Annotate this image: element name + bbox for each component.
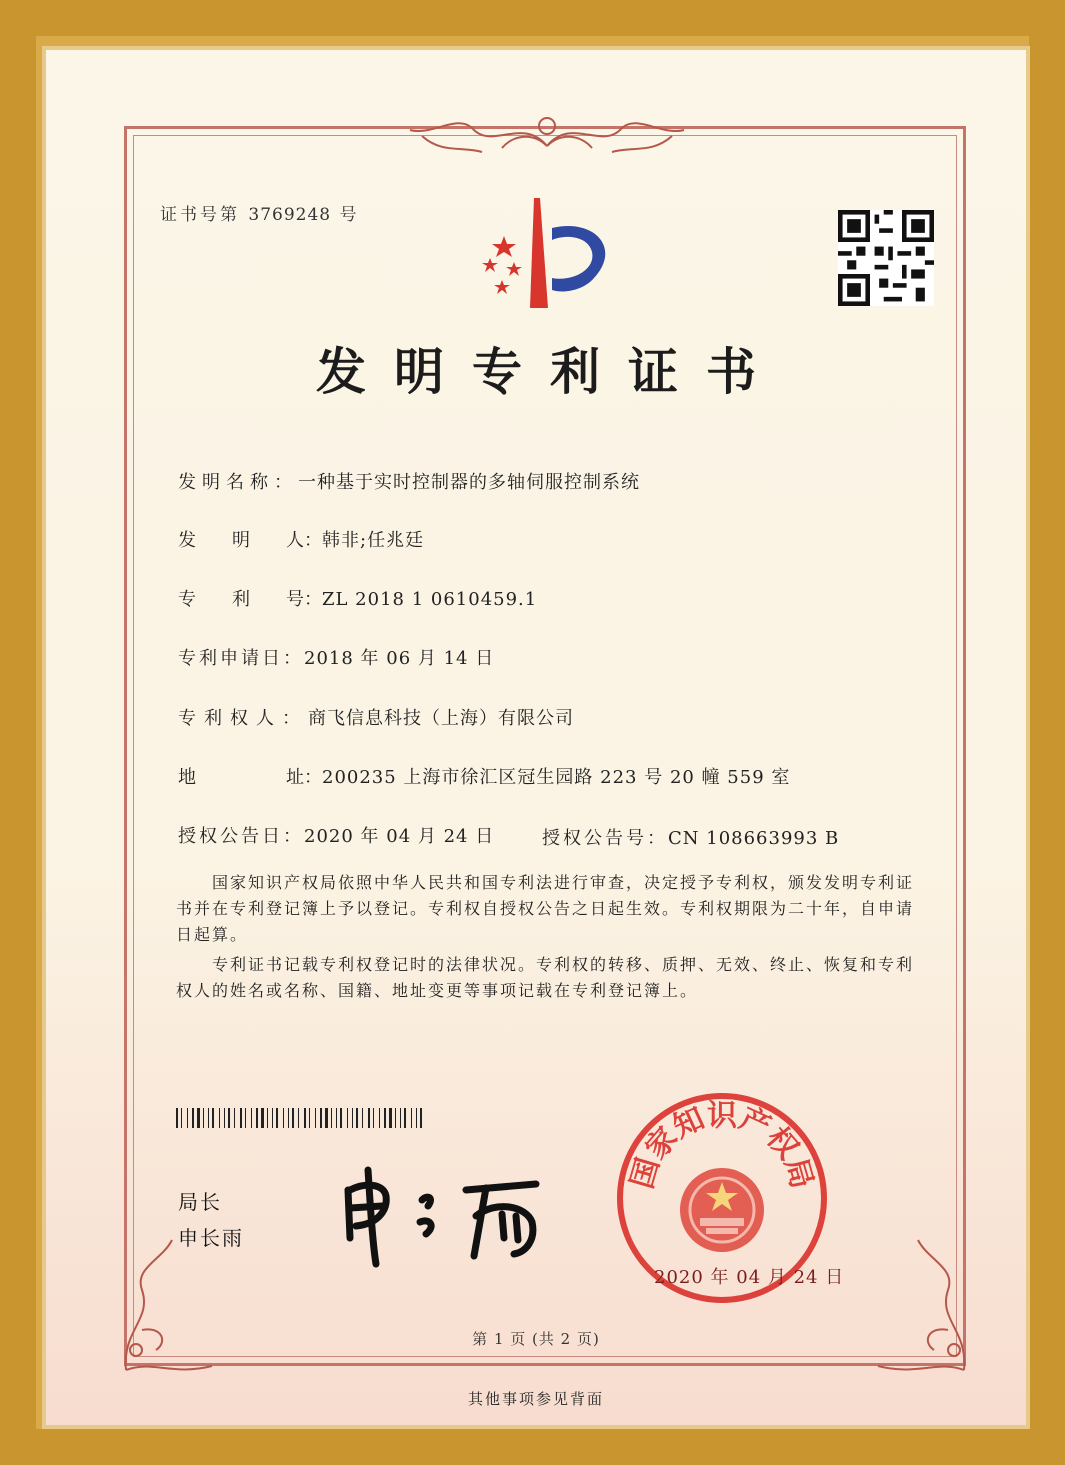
field-inventor (178, 526, 424, 552)
field-value: 200235 上海市徐汇区冠生园路 223 号 20 幢 559 室 (322, 767, 791, 788)
field-value: 韩非;任兆廷 (322, 530, 425, 551)
barcode-icon (176, 1108, 426, 1128)
page-indicator: 第 1 页 (共 2 页) (472, 1330, 600, 1348)
field-announcement-number (542, 824, 839, 850)
bottom-left-ornament-icon (112, 1230, 232, 1380)
field-value: CN 108663993 B (668, 828, 840, 849)
director-name: 申长雨 (178, 1226, 244, 1250)
seal-date: 2020 年 04 月 24 日 (654, 1267, 845, 1288)
field-label: 专利申请日： (178, 648, 304, 669)
certificate-title: 发明专利证书 (316, 342, 784, 401)
field-value: 商飞信息科技（上海）有限公司 (308, 708, 574, 729)
back-note: 其他事项参见背面 (467, 1390, 604, 1408)
field-label: 专利权人： (178, 708, 308, 729)
national-emblem-icon (680, 1168, 764, 1252)
patent-office-logo-icon (474, 198, 624, 310)
field-address (178, 763, 790, 789)
field-label: 授权公告号： (542, 828, 668, 849)
field-label: 专 利 号： (178, 589, 322, 610)
field-label: 授权公告日： (178, 826, 304, 847)
director-title: 局长 (178, 1190, 222, 1214)
qr-code-icon (838, 210, 934, 306)
statement-paragraph-1: 国家知识产权局依照中华人民共和国专利法进行审查，决定授予专利权，颁发发明专利证书并在专利登记簿上予以登记。专利权自授权公告之日起生效。专利权期限为二十年，自申请日起算。 (176, 873, 915, 944)
field-invention-name (178, 468, 640, 494)
bottom-right-ornament-icon (858, 1230, 978, 1380)
certificate-number (160, 200, 360, 225)
statement-paragraph-2: 专利证书记载专利权登记时的法律状况。专利权的转移、质押、无效、终止、恢复和专利权人的姓名或名称、国籍、地址变更等事项记载在专利登记簿上。 (176, 955, 915, 1000)
certificate-paper (46, 50, 1026, 1425)
field-value: ZL 2018 1 0610459.1 (322, 589, 538, 610)
director-signature-icon (336, 1160, 546, 1270)
field-application-date (178, 644, 494, 670)
field-announcement-date (178, 822, 494, 848)
certificate-number-value: 3769248 (248, 205, 332, 225)
field-patentee (178, 704, 574, 730)
field-label: 发明名称： (178, 472, 298, 493)
seal-text: 国家知识产权局 (624, 1098, 820, 1193)
field-value: 2018 年 06 月 14 日 (304, 648, 495, 669)
certificate-number-label: 证书号第 (160, 205, 240, 225)
certificate-number-suffix: 号 (339, 205, 360, 225)
field-value: 2020 年 04 月 24 日 (304, 826, 495, 847)
top-ornament-icon (402, 106, 692, 158)
field-value: 一种基于实时控制器的多轴伺服控制系统 (298, 472, 640, 493)
field-label: 发 明 人： (178, 530, 322, 551)
field-label: 地 址： (178, 767, 322, 788)
field-patent-number (178, 585, 537, 611)
